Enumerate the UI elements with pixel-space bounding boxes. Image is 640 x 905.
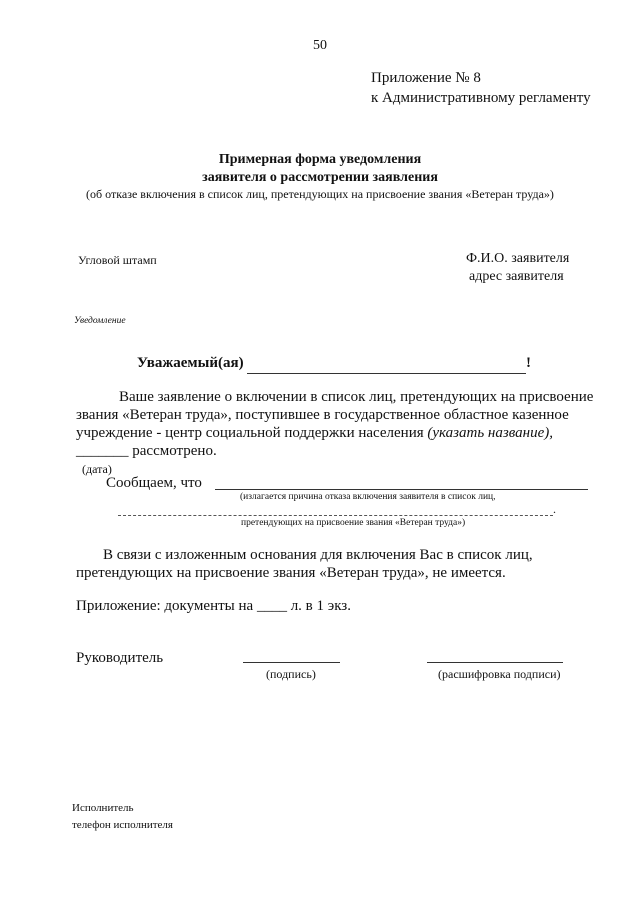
applicant-name-label: Ф.И.О. заявителя [466, 251, 570, 266]
reason-line-1 [215, 489, 588, 490]
form-title-line1: Примерная форма уведомления [218, 152, 422, 167]
attachment-prefix: Приложение: документы на [76, 598, 254, 614]
date-blank: _______ [76, 443, 129, 459]
page-number: 50 [313, 38, 327, 53]
attachment-line [76, 598, 351, 615]
notice-label: Уведомление [74, 316, 126, 326]
executor-phone-label: телефон исполнителя [72, 819, 173, 831]
paragraph1-line3-text: учреждение - центр социальной поддержки населения [76, 425, 424, 441]
reason-line-2 [118, 515, 553, 516]
paragraph1-line2: звания «Ветеран труда», поступившее в государственное областное казенное [76, 407, 569, 423]
signature-line [243, 662, 340, 663]
paragraph1-institution-placeholder: (указать название), [427, 425, 553, 441]
reason-end-mark: . [553, 502, 556, 516]
applicant-address-label: адрес заявителя [469, 269, 564, 284]
signature-decode-caption: (расшифровка подписи) [438, 667, 561, 681]
salutation-name-line [247, 373, 526, 374]
paragraph2-line2: претендующих на присвоение звания «Ветеран труда», не имеется. [76, 565, 506, 581]
appendix-number: Приложение № 8 [371, 70, 481, 86]
corner-stamp-label: Угловой штамп [78, 253, 157, 267]
paragraph1-line4-text: рассмотрено. [132, 443, 217, 459]
paragraph2-line1: В связи с изложенным основания для включения Вас в список лиц, [103, 547, 533, 563]
executor-label: Исполнитель [72, 802, 134, 814]
signature-decode-line [427, 662, 563, 663]
form-title-line3: (об отказе включения в список лиц, претендующих на присвоение звания «Ветеран труда») [86, 187, 554, 201]
paragraph1-line3 [76, 425, 553, 442]
attachment-suffix: л. в 1 экз. [290, 598, 351, 614]
signature-caption: (подпись) [266, 667, 316, 681]
date-caption: (дата) [82, 462, 112, 476]
signature-head: Руководитель [76, 650, 164, 666]
salutation-exclamation: ! [526, 355, 531, 371]
reason-caption-1: (излагается причина отказа включения заявителя в список лиц, [240, 492, 496, 502]
form-title-line2: заявителя о рассмотрении заявления [202, 170, 438, 185]
salutation-text: Уважаемый(ая) [137, 355, 244, 371]
appendix-regulation: к Административному регламенту [371, 90, 591, 106]
paragraph1-line1: Ваше заявление о включении в список лиц, претендующих на присвоение [119, 389, 594, 405]
paragraph1-line4 [76, 443, 217, 460]
reason-caption-2: претендующих на присвоение звания «Ветеран труда») [241, 518, 466, 528]
attachment-pages-blank: ____ [256, 598, 287, 614]
inform-text: Сообщаем, что [106, 475, 202, 491]
